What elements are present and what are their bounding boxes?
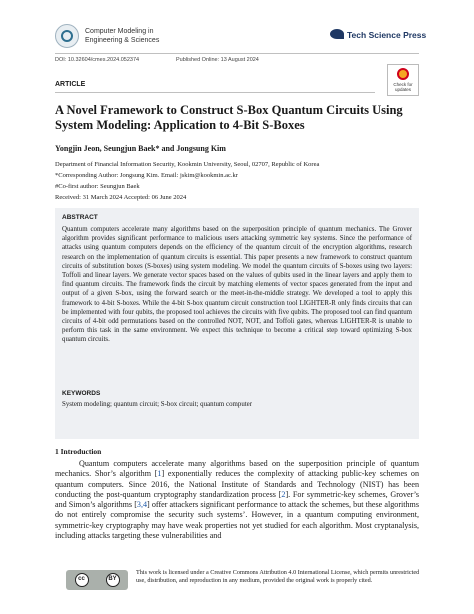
publisher-name: Tech Science Press [347, 30, 427, 40]
journal-name-line1: Computer Modeling in [85, 28, 154, 35]
introduction-heading: 1 Introduction [55, 447, 102, 456]
check-label-2: updates [394, 87, 411, 92]
received-accepted-dates: Received: 31 March 2024 Accepted: 06 June 2024 [55, 194, 187, 201]
co-first-author: #Co-first author: Seungjun Baek [55, 183, 140, 190]
intro-text-d: ] offer attackers significant performance to attack the schemes, but these algorithms do not entirely compromise the security such systems’. However, in a quantum computing environment, symmetric-key cryptography may have weak properties not yet studied for each algorithm. Most cryptanalysis, including attacks targeting these vulnerabilities and [55, 500, 419, 541]
license-text: This work is licensed under a Creative Commons Attribution 4.0 International License, which permits unrestricted use, distribution, and reproduction in any medium, provided the original work is properly cited. [136, 569, 420, 584]
check-for-updates-button[interactable] [387, 64, 419, 96]
header-divider [55, 53, 419, 54]
citation-link[interactable]: 1 [157, 469, 162, 479]
article-type: ARTICLE [55, 81, 86, 88]
corresponding-author: *Corresponding Author: Jongsung Kim. Email: jskim@kookmin.ac.kr [55, 172, 238, 179]
cc-by-license-badge[interactable] [66, 570, 128, 590]
attribution-icon: BY [106, 573, 120, 587]
article-divider [55, 92, 375, 93]
published-date: Published Online: 13 August 2024 [176, 57, 259, 63]
intro-text-b: ] exponentially reduces the complexity of attacking public-key schemes on quantum computers. Since 2016, the National Institute of Standards and Technology (NIST) has been conducting the post-quantum cryptography standardization process [ [55, 469, 420, 499]
intro-text-c: ]. For symmetric-key schemes, Grover’s and Simon’s algorithms [ [55, 489, 419, 510]
journal-name [85, 27, 205, 45]
abstract-heading: ABSTRACT [62, 214, 98, 221]
keywords-heading: KEYWORDS [62, 390, 101, 397]
citation-link[interactable]: 3,4 [136, 500, 148, 510]
cc-icon: cc [75, 573, 89, 587]
keywords-text: System modeling; quantum circuit; S-box circuit; quantum computer [62, 401, 253, 408]
publisher-logo [330, 29, 430, 45]
introduction-paragraph [55, 459, 419, 541]
author-list: Yongjin Jeon, Seungjun Baek* and Jongsung Kim [55, 144, 226, 153]
journal-logo-icon [55, 24, 79, 48]
citation-link[interactable]: 2 [281, 489, 286, 499]
check-updates-icon [397, 68, 409, 80]
publisher-mark-icon [330, 29, 344, 39]
abstract-text: Quantum computers accelerate many algorithms based on the superposition principle of quantum mechanics. The Grover algorithm provides significant performance to malicious users attacking symmetric key systems. Since the performance of attacks using quantum computers depends on the efficiency of the quantum circuit of the encryption algorithms, research research on the implementation of quantum circuits is essential. This paper presents a new framework to construct quantum circuits of substitution boxes (S-boxes) using system modeling. We model the quantum circuits of S-boxes using two layers: Toffoli and linear layers. We generate vector spaces based on the values of qubits used in the linear layers and apply them to find quantum circuits. The framework finds the circuit by matching elements of vector spaces generated from the input and output of a given S-box, using the forward search or the meet-in-the-middle strategy. We developed a tool to apply this framework to 4-bit S-boxes. While the 4-bit S-box quantum circuit construction tool LIGHTER-R only finds circuits that can be implemented with four qubits, the proposed tool achieves the circuits with five qubits. The proposed tool can find quantum circuits of 4-bit odd permutations based on the controlled NOT, NOT, and Toffoli gates, whereas LIGHTER-R is unable to perform this task in the same environment. We expect this technique to become a critical step toward optimizing S-box quantum circuits. [62, 226, 412, 344]
doi-text[interactable]: DOI: 10.32604/cmes.2024.052374 [55, 57, 140, 63]
affiliation: Department of Financial Information Security, Kookmin University, Seoul, 02707, Republic of Korea [55, 161, 320, 168]
check-label-1: Check for [393, 82, 413, 87]
journal-name-line2: Engineering & Sciences [85, 37, 160, 44]
intro-text-a: Quantum computers accelerate many algorithms based on the superposition principle of quantum mechanics. Shor’s algorithm [ [55, 459, 419, 479]
article-title: A Novel Framework to Construct S-Box Quantum Circuits Using System Modeling: Application to 4-Bit S-Boxes [55, 103, 403, 132]
